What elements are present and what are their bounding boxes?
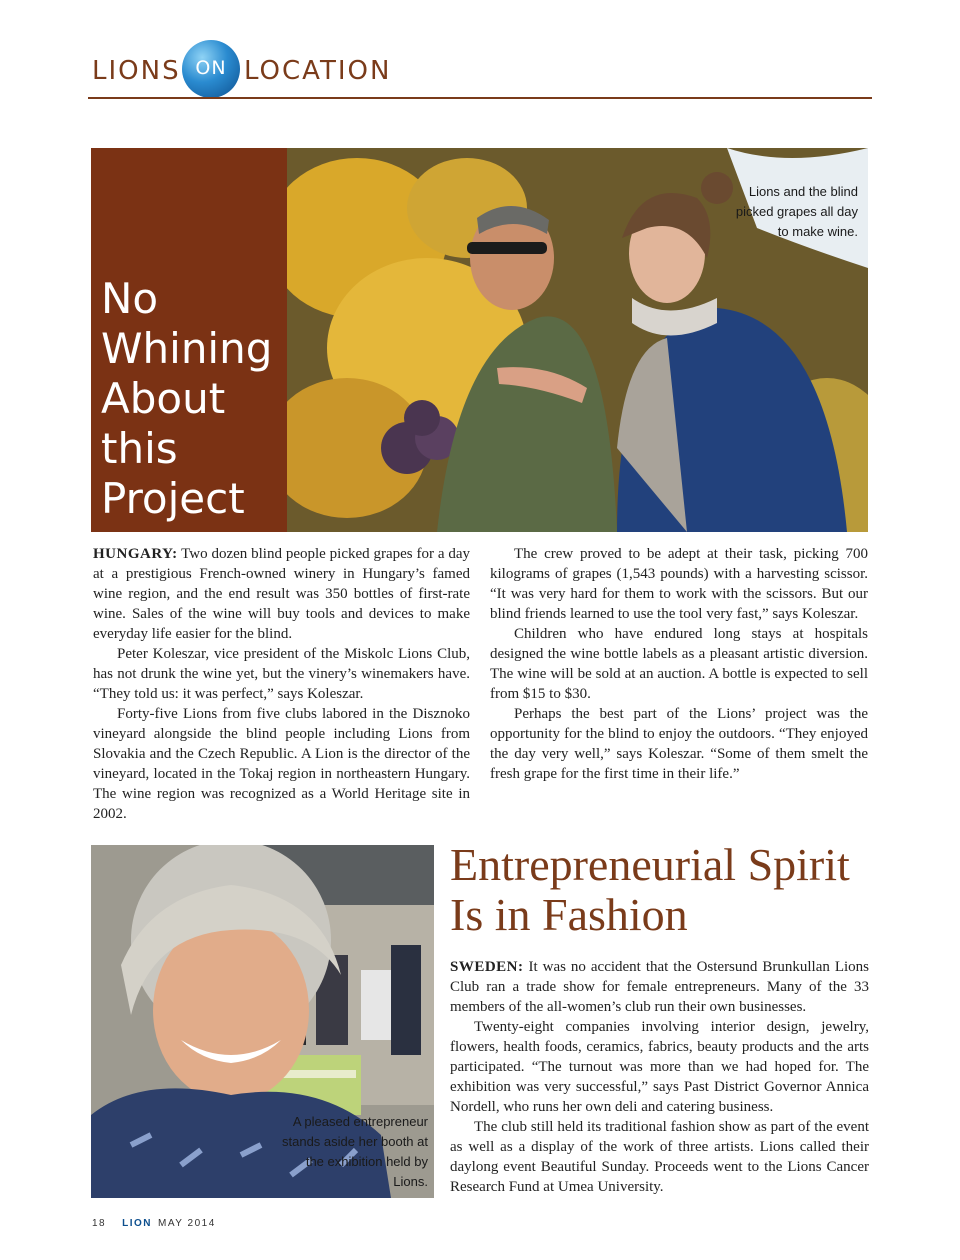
masthead-divider <box>88 97 872 99</box>
story2-paragraph-2: Twenty-eight companies involving interior design, jewelry, flowers, health foods, ceramics, fabrics, beauty products and the arts participated. “The turnout was more than we had hoped for. The exhibition was very successful,” says Past District Governor Annica Nordell, who runs her own deli and catering business. <box>450 1019 869 1115</box>
magazine-name: LION <box>122 1218 153 1229</box>
dateline-sweden: SWEDEN: <box>450 959 524 975</box>
masthead-word-location: LOCATION <box>244 56 392 86</box>
story1-title-block <box>91 148 287 532</box>
story1-paragraph-4: The crew proved to be adept at their task, picking 700 kilograms of grapes (1,543 pounds) with a harvesting scissor. “It was very hard for them to work with the scissors. But our blind friends learned to use the tool very fast,” says Koleszar. <box>490 546 868 622</box>
story1-column-right <box>490 544 868 784</box>
masthead-word-lions: LIONS <box>92 56 181 86</box>
story2-paragraph-3: The club still held its traditional fashion show as part of the event as well as a display of the work of three artists. Lions called their daylong event Beautiful Sunday. Proceeds went to the Lions Cancer Research Fund at Umea University. <box>450 1119 869 1195</box>
story2-column <box>450 957 869 1197</box>
dateline-hungary: HUNGARY: <box>93 546 178 562</box>
story1-paragraph-5: Children who have endured long stays at hospitals designed the wine bottle labels as a pleasant artistic diversion. The wine will be sold at an auction. A bottle is expected to sell from $15 to $30. <box>490 626 868 702</box>
story1-paragraph-2: Peter Koleszar, vice president of the Miskolc Lions Club, has not drunk the wine yet, but the vinery’s winemakers have. “They told us: it was perfect,” says Koleszar. <box>93 646 470 702</box>
page-footer <box>92 1218 216 1229</box>
story1-headline: No Whining About this Project <box>101 274 273 523</box>
story2-headline: Entrepreneurial Spirit Is in Fashion <box>450 839 850 940</box>
issue-date: MAY 2014 <box>158 1218 216 1229</box>
story1-column-left <box>93 544 470 824</box>
story1-paragraph-text: Two dozen blind people picked grapes for a day at a prestigious French-owned winery in Hungary’s famed wine region, and the end result was 350 bottles of first-rate wine. Sales of the wine will buy tools and devices to make everyday life easier for the blind. <box>93 546 470 642</box>
page-number: 18 <box>92 1218 107 1229</box>
story2-paragraph-text: It was no accident that the Ostersund Brunkullan Lions Club ran a trade show for female entrepreneurs. Many of the 33 members of the all-women’s club run their own businesses. <box>450 959 869 1015</box>
masthead-word-on: ON <box>195 57 227 79</box>
section-masthead <box>92 40 872 102</box>
story1-photo-caption: Lions and the blind picked grapes all day to make wine. <box>735 184 858 239</box>
story2-photo-caption: A pleased entrepreneur stands aside her booth at the exhibition held by Lions. <box>282 1114 428 1189</box>
story1-paragraph-6: Perhaps the best part of the Lions’ project was the opportunity for the blind to enjoy the outdoors. “They enjoyed the day very well,” says Koleszar. “Some of them smelt the fresh grape for the first time in their life.” <box>490 706 868 782</box>
story1-paragraph-3: Forty-five Lions from five clubs labored in the Disznoko vineyard alongside the blind people including Lions from Slovakia and the Czech Republic. A Lion is the director of the vineyard, located in the Tokaj region in northeastern Hungary. The wine region was recognized as a World Heritage site in 2002. <box>93 706 470 822</box>
story1-paragraph-1 <box>93 544 470 644</box>
globe-icon <box>182 40 240 98</box>
story2-paragraph-1 <box>450 957 869 1017</box>
